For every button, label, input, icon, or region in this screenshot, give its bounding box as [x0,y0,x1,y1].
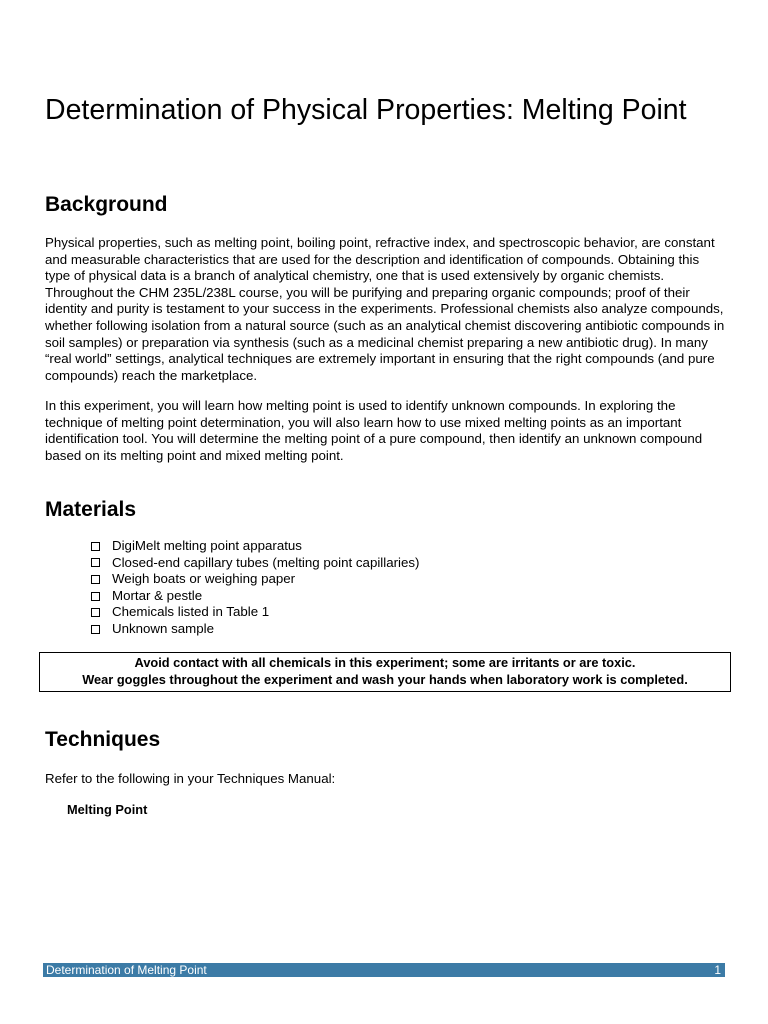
list-item-label: Weigh boats or weighing paper [112,571,296,587]
background-heading: Background [45,193,168,216]
checkbox-icon [91,542,100,551]
techniques-intro: Refer to the following in your Techniques Manual: [45,771,336,786]
list-item-label: Mortar & pestle [112,587,203,603]
materials-heading: Materials [45,498,137,521]
warning-line-1: Avoid contact with all chemicals in this experiment; some are irritants or are toxic. [134,655,636,670]
techniques-heading: Techniques [45,728,161,751]
list-item [91,555,419,572]
background-paragraph-2: In this experiment, you will learn how melting point is used to identify unknown compounds. In exploring the technique of melting point determination, you will also learn how to use mixed melting points as an important identification tool. You will determine the melting point of a pure compound, then identify an unknown compound based on its melting point and mixed melting point. [45,398,703,463]
page-number: 1 [714,963,721,977]
document-title: Determination of Physical Properties: Melting Point [45,94,687,126]
materials-list [91,538,419,638]
list-item-label: Unknown sample [112,620,214,636]
checkbox-icon [91,625,100,634]
warning-line-2: Wear goggles throughout the experiment and wash your hands when laboratory work is completed. [82,671,688,687]
background-paragraph-1: Physical properties, such as melting point, boiling point, refractive index, and spectroscopic behavior, are constant and measurable characteristics that are used for the description and identification of compounds. Obtaining this type of physical data is a branch of analytical chemistry, one that is used extensively by organic chemists. Throughout the CHM 235L/238L course, you will be purifying and preparing organic compounds; proof of their identity and purity is testament to your success in the experiments. Professional chemists also analyze compounds, whether following isolation from a natural source (such as an analytical chemist discovering antibiotic compounds in soil samples) or preparation via synthesis (such as a medicinal chemist preparing a new antibiotic drug). In many “real world” settings, analytical techniques are extremely important in ensuring that the right compounds (and pure compounds) reach the marketplace. [45,235,725,383]
checkbox-icon [91,608,100,617]
list-item [91,621,419,638]
checkbox-icon [91,592,100,601]
list-item-label: Chemicals listed in Table 1 [112,604,270,620]
checkbox-icon [91,558,100,567]
techniques-item: Melting Point [67,802,148,817]
list-item [91,538,419,555]
list-item [91,604,419,621]
page-footer [43,963,725,977]
list-item [91,588,419,605]
safety-warning-box [39,652,731,692]
checkbox-icon [91,575,100,584]
list-item [91,571,419,588]
list-item-label: DigiMelt melting point apparatus [112,538,302,553]
list-item-label: Closed-end capillary tubes (melting point capillaries) [112,554,420,570]
footer-title: Determination of Melting Point [46,963,207,977]
